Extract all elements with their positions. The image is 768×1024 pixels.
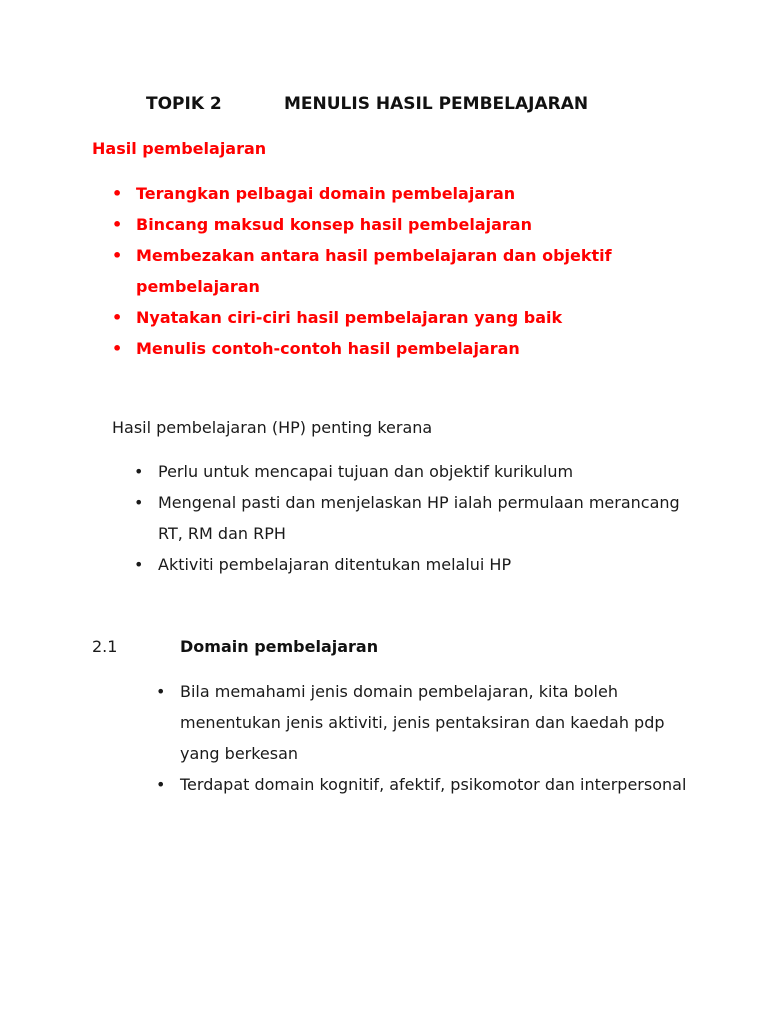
topic-title: MENULIS HASIL PEMBELAJARAN: [284, 94, 589, 114]
importance-item: • Aktiviti pembelajaran ditentukan melalui HP: [134, 549, 694, 580]
bullet-icon: •: [112, 339, 123, 358]
bullet-icon: •: [112, 308, 123, 327]
outcomes-title: Hasil pembelajaran: [92, 139, 267, 158]
outcomes-list: [112, 178, 712, 364]
outcome-item: • Bincang maksud konsep hasil pembelajaran: [112, 209, 712, 240]
section-number: 2.1: [92, 637, 118, 656]
outcome-item: • Nyatakan ciri-ciri hasil pembelajaran yang baik: [112, 302, 712, 333]
bullet-icon: •: [134, 462, 144, 481]
topic-heading: [146, 94, 588, 114]
bullet-icon: •: [156, 682, 166, 701]
bullet-icon: •: [112, 215, 123, 234]
topic-number: TOPIK 2: [146, 94, 222, 114]
importance-intro: Hasil pembelajaran (HP) penting kerana: [112, 418, 433, 437]
outcome-item: • Terangkan pelbagai domain pembelajaran: [112, 178, 712, 209]
domain-item: • Terdapat domain kognitif, afektif, psikomotor dan interpersonal: [156, 769, 696, 800]
bullet-icon: •: [134, 555, 144, 574]
outcome-item: • Membezakan antara hasil pembelajaran dan objektif pembelajaran: [112, 240, 712, 302]
section-title: Domain pembelajaran: [180, 637, 379, 656]
bullet-icon: •: [112, 246, 123, 265]
outcome-item: • Menulis contoh-contoh hasil pembelajaran: [112, 333, 712, 364]
domain-item: • Bila memahami jenis domain pembelajaran, kita boleh menentukan jenis aktiviti, jenis pentaksiran dan kaedah pdp yang berkesan: [156, 676, 696, 769]
bullet-icon: •: [112, 184, 123, 203]
bullet-icon: •: [156, 775, 166, 794]
domain-list: [156, 676, 696, 800]
importance-list: [134, 456, 694, 580]
importance-item: • Mengenal pasti dan menjelaskan HP ialah permulaan merancang RT, RM dan RPH: [134, 487, 694, 549]
importance-item: • Perlu untuk mencapai tujuan dan objektif kurikulum: [134, 456, 694, 487]
bullet-icon: •: [134, 493, 144, 512]
